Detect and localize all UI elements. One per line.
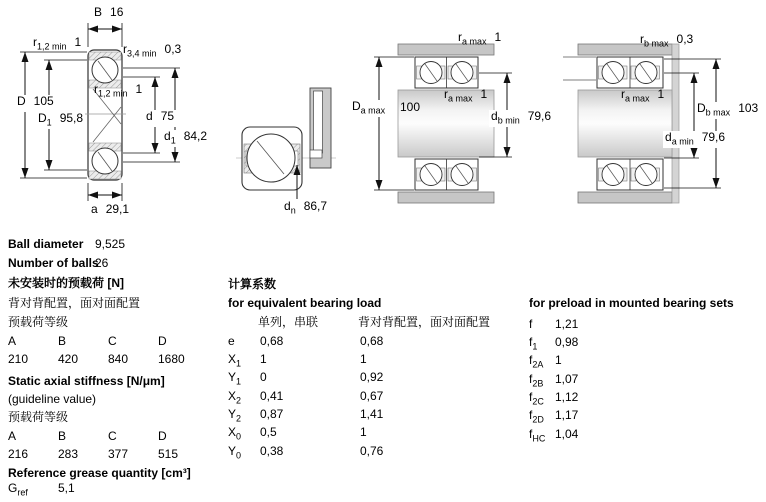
stiffness-line3: 预载荷等级: [8, 410, 69, 424]
calc-row-y2: $Y_2$ 0,87 1,41: [228, 407, 384, 424]
ball-diameter-label: Ball diameter: [8, 237, 84, 251]
dim-label-D: D 105: [15, 95, 56, 112]
calc-row-x0: $X_0$ 0,5 1: [228, 425, 367, 442]
preload-class-header-row: A B C D: [8, 334, 167, 348]
calc-row-x1: $X_1$ 1 1: [228, 352, 367, 369]
dim-label-ra-top-left: $r_{a max}$ 1: [458, 30, 502, 47]
dim-label-a: a 29,1: [91, 202, 130, 216]
dim-label-B: B 16: [94, 5, 124, 19]
calc-factors-title: 计算系数: [228, 277, 277, 291]
grease-row: [8, 481, 75, 499]
stiffness-title: Static axial stiffness [N/μm]: [8, 374, 165, 388]
mounted-set-drawing-right: [563, 44, 721, 203]
dim-label-ra-mid-right: $r_{a max}$ 1: [621, 87, 665, 104]
dim-label-dn: $d_n$ 86,7: [284, 199, 328, 216]
preload-row-f2b: $f_{2B}$ 1,07: [529, 372, 579, 389]
bearing-abutment-drawing: [236, 88, 336, 199]
preload-row-f: f 1,21: [529, 317, 579, 331]
dim-label-rb-top-right: $r_{b max}$ 0,3: [640, 32, 694, 49]
stiffness-header-row: A B C D: [8, 429, 167, 443]
calc-col2-header: 背对背配置，面对面配置: [358, 315, 491, 329]
dim-label-ra-mid-left: $r_{a max}$ 1: [444, 87, 488, 104]
dim-label-r12-top: $r_{1,2 min}$ 1: [33, 35, 82, 52]
number-of-balls-value: 26: [95, 256, 109, 270]
preload-row-fhc: $f_{HC}$ 1,04: [529, 427, 579, 444]
dim-label-d: d 75: [144, 110, 176, 127]
calc-factors-subtitle: for equivalent bearing load: [228, 296, 382, 310]
calc-row-e: e 0,68 0,68: [228, 334, 384, 348]
dim-label-Da: $D_{a max}$: [352, 99, 386, 116]
stiffness-line2: (guideline value): [8, 392, 97, 406]
calc-col1-header: 单列，串联: [258, 315, 319, 329]
dim-label-r34: $r_{3,4 min}$ 0,3: [123, 42, 182, 59]
preload-row-f2c: $f_{2C}$ 1,12: [529, 390, 579, 407]
grease-symbol: $G_{ref}$: [8, 481, 28, 498]
preload-unmounted-title: 未安装时的预载荷 [N]: [8, 276, 124, 290]
stiffness-value-row: 216 283 377 515: [8, 447, 179, 461]
calc-row-y1: $Y_1$ 0 0,92: [228, 370, 384, 387]
dim-label-r12-mid: $r_{1,2 min}$ 1: [94, 82, 143, 99]
dim-label-D1: $D_1$ 95,8: [38, 111, 84, 128]
number-of-balls-label: Number of balls: [8, 256, 99, 270]
ball-diameter-value: 9,525: [95, 237, 126, 251]
dim-label-da: $d_{a min}$ 79,6: [665, 130, 726, 147]
preload-value-row: 210 420 840 1680: [8, 352, 185, 366]
grease-title: Reference grease quantity [cm³]: [8, 466, 191, 480]
preload-row-f1: $f_1$ 0,98: [529, 335, 579, 352]
preload-factors-title: for preload in mounted bearing sets: [529, 296, 734, 310]
dim-label-d1: $d_1$ 84,2: [164, 129, 208, 146]
grease-value: 5,1: [58, 481, 75, 495]
calc-row-x2: $X_2$ 0,41 0,67: [228, 389, 384, 406]
dim-label-db: $d_{b min}$ 79,6: [491, 109, 552, 126]
preload-unmounted-line2: 背对背配置，面对面配置: [8, 296, 141, 310]
preload-row-f2d: $f_{2D}$ 1,17: [529, 408, 579, 425]
preload-unmounted-line3: 预载荷等级: [8, 315, 69, 329]
dim-value-Da: 100: [400, 100, 421, 114]
dim-label-Db: $D_{b max}$ 103: [697, 101, 759, 118]
calc-row-y0: $Y_0$ 0,38 0,76: [228, 444, 384, 461]
preload-row-f2a: $f_{2A}$ 1: [529, 353, 562, 370]
